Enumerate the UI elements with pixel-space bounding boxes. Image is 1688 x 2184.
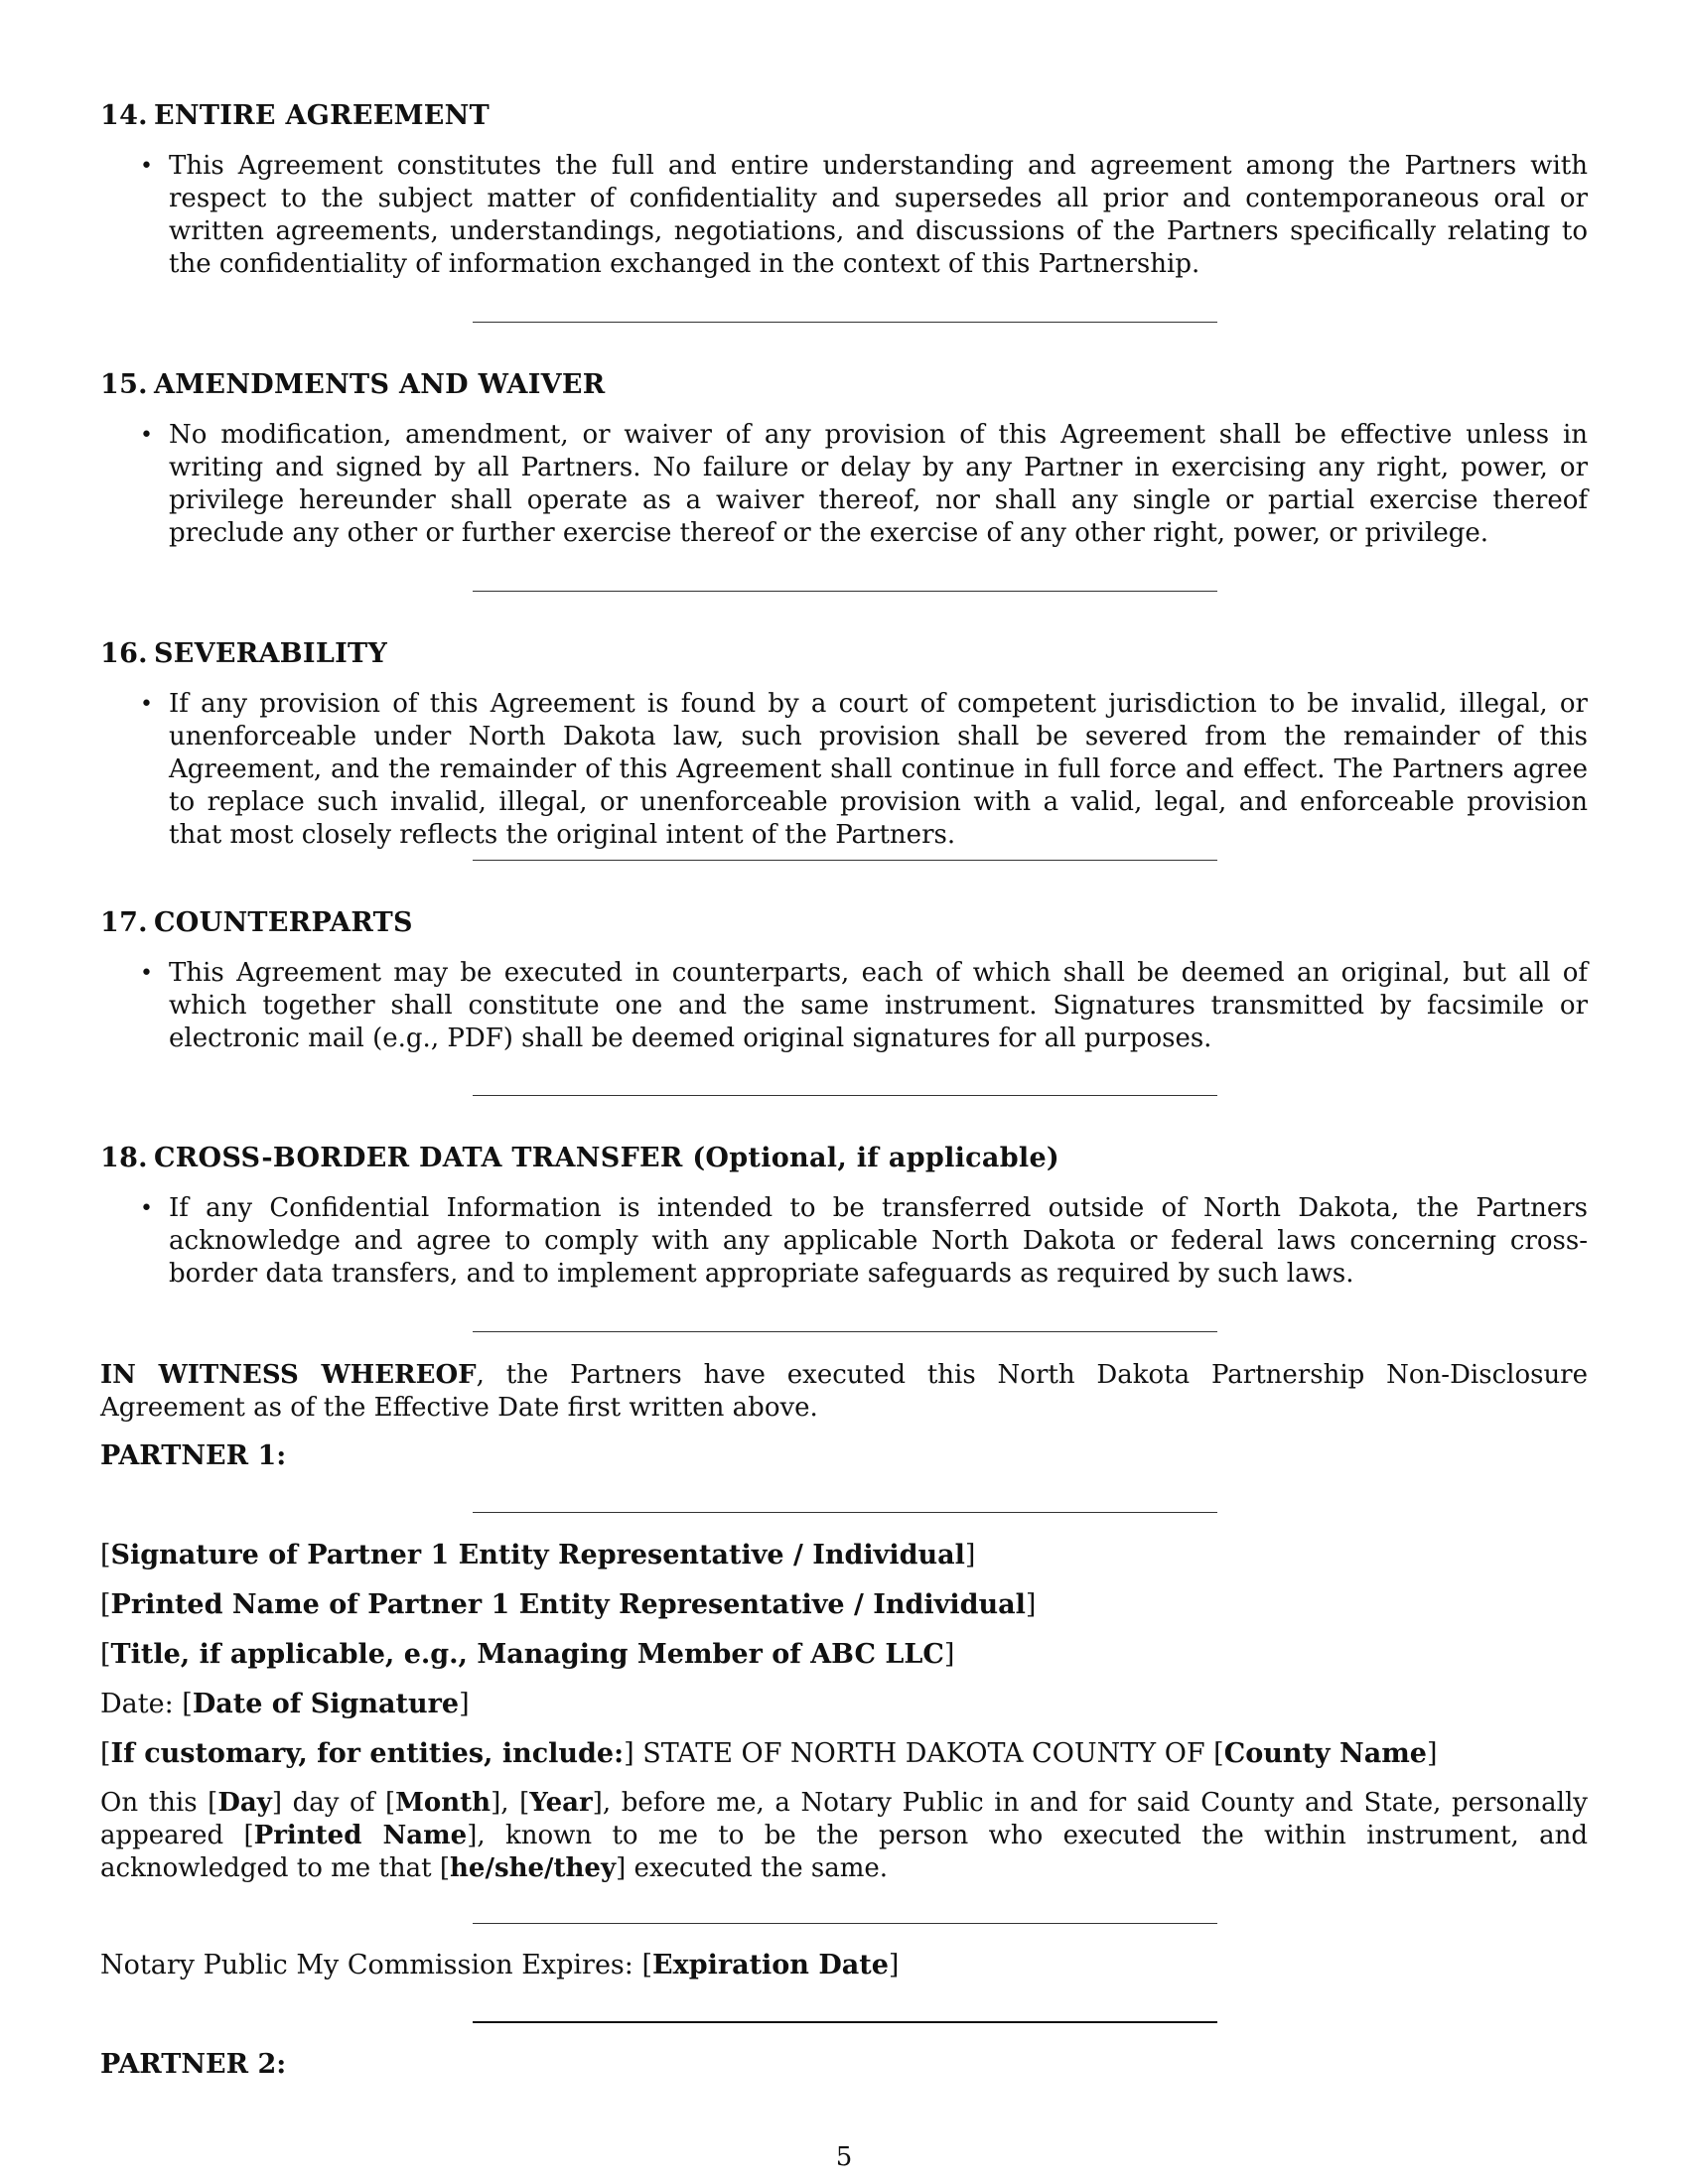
section-clause (100, 957, 1588, 1055)
divider (473, 1331, 1217, 1332)
section-title: ENTIRE AGREEMENT (154, 100, 491, 131)
bullet-icon: • (140, 154, 153, 179)
section-title: CROSS-BORDER DATA TRANSFER (Optional, if applicable) (154, 1143, 1060, 1173)
bullet-icon: • (140, 423, 153, 448)
title-placeholder: Title, if applicable, e.g., Managing Member of ABC LLC (110, 1639, 944, 1670)
section-title: SEVERABILITY (154, 638, 388, 669)
day-placeholder: Day (217, 1788, 272, 1818)
signature-line (473, 1512, 1217, 1513)
commission-expires: Notary Public My Commission Expires: [Expiration Date] (100, 1950, 900, 1980)
clause-text: This Agreement constitutes the full and entire understanding and agreement among the Partners with respect to the subject matter of confidentiality and supersedes all prior and contemporaneous oral or written agreements, understandings, negotiations, and discussions of the Partners specifically relating to the confidentiality of information exchanged in the context of this Partnership. (169, 151, 1588, 279)
notary-state-county: [If customary, for entities, include:] STATE OF NORTH DAKOTA COUNTY OF [County Name] (100, 1738, 1438, 1769)
section-number: 15. (100, 369, 148, 400)
divider (473, 1095, 1217, 1096)
section-heading (100, 906, 1588, 940)
witness-lead: IN WITNESS WHEREOF (100, 1360, 477, 1390)
section-number: 14. (100, 100, 148, 131)
section-number: 17. (100, 907, 148, 938)
section-clause (100, 419, 1588, 550)
section-number: 18. (100, 1143, 148, 1173)
notary-paragraph: On this [Day] day of [Month], [Year], before me, a Notary Public in and for said County and State, personally appeared [Printed Name], known to me to be the person who executed the within instrument, and acknowledged to me that [he/she/they] executed the same. (100, 1788, 1588, 1883)
section-clause (100, 688, 1588, 852)
witness-text: , the Partners have executed this North Dakota Partnership Non-Disclosure Agreement as of the Effective Date first written above. (100, 1360, 1589, 1423)
printed-name-placeholder: Printed Name (253, 1821, 468, 1850)
notary-text: On this (100, 1788, 209, 1818)
clause-text: This Agreement may be executed in counterparts, each of which shall be deemed an original, but all of which together shall constitute one and the same instrument. Signatures transmitted by facsimile or electronic mail (e.g., PDF) shall be deemed original signatures for all purposes. (169, 958, 1588, 1053)
signature-placeholder: Signature of Partner 1 Entity Representative / Individual (110, 1540, 965, 1570)
witness-paragraph (100, 1359, 1588, 1425)
section-heading (100, 368, 1588, 402)
partner1-label: PARTNER 1: (100, 1440, 287, 1471)
notary-text: , before me, a Notary Public in and for said County and State, personally appeared (100, 1788, 1588, 1850)
partner1-title: [Title, if applicable, e.g., Managing Member of ABC LLC] (100, 1639, 955, 1670)
expiration-placeholder: Expiration Date (652, 1950, 889, 1980)
clause-text: If any Confidential Information is intended to be transferred outside of North Dakota, the Partners acknowledge and agree to comply with any applicable North Dakota or federal laws concerning cross-border data transfers, and to implement appropriate safeguards as required by such laws. (169, 1193, 1588, 1289)
date-label: Date: (100, 1689, 183, 1719)
bullet-icon: • (140, 961, 153, 986)
year-placeholder: Year (529, 1788, 593, 1818)
section-heading (100, 637, 1588, 671)
notary-text: , known to me to be the person who executed the within instrument, and acknowledged to me that (100, 1821, 1588, 1883)
section-title: COUNTERPARTS (154, 907, 413, 938)
commission-label: Notary Public My Commission Expires: (100, 1950, 642, 1980)
section-clause (100, 1192, 1588, 1291)
section-heading (100, 1142, 1588, 1175)
section-number: 16. (100, 638, 148, 669)
divider (473, 322, 1217, 323)
pronoun-placeholder: he/she/they (450, 1853, 617, 1883)
partner1-signature: [Signature of Partner 1 Entity Representative / Individual] (100, 1540, 976, 1570)
partner2-label: PARTNER 2: (100, 2049, 287, 2080)
notary-signature-line (473, 1923, 1217, 1924)
section-clause (100, 150, 1588, 281)
printed-name-placeholder: Printed Name of Partner 1 Entity Representative / Individual (110, 1589, 1026, 1620)
bullet-icon: • (140, 1196, 153, 1221)
section-title: AMENDMENTS AND WAIVER (154, 369, 606, 400)
state-county-text: STATE OF NORTH DAKOTA COUNTY OF (633, 1738, 1214, 1769)
divider (473, 591, 1217, 592)
customary-label: If customary, for entities, include: (110, 1738, 625, 1769)
partner1-date: Date: [Date of Signature] (100, 1689, 470, 1719)
county-placeholder: County Name (1223, 1738, 1427, 1769)
bullet-icon: • (140, 692, 153, 717)
date-placeholder: Date of Signature (192, 1689, 460, 1719)
divider (473, 860, 1217, 861)
notary-text: day of (281, 1788, 385, 1818)
notary-text: , (500, 1788, 520, 1818)
clause-text: If any provision of this Agreement is found by a court of competent jurisdiction to be invalid, illegal, or unenforceable under North Dakota law, such provision shall be severed from the remainder of this Agreement, and the remainder of this Agreement shall continue in full force and effect. The Partners agree to replace such invalid, illegal, or unenforceable provision with a valid, legal, and enforceable provision that most closely reflects the original intent of the Partners. (169, 689, 1588, 850)
month-placeholder: Month (395, 1788, 492, 1818)
clause-text: No modification, amendment, or waiver of any provision of this Agreement shall be effective unless in writing and signed by all Partners. No failure or delay by any Partner in exercising any right, power, or privilege hereunder shall operate as a waiver thereof, nor shall any single or partial exercise thereof preclude any other or further exercise thereof or the exercise of any other right, power, or privilege. (169, 420, 1588, 548)
section-heading (100, 99, 1588, 133)
divider-thick (473, 2021, 1217, 2023)
page-number: 5 (835, 2142, 853, 2172)
notary-text: executed the same. (626, 1853, 888, 1883)
partner1-printed-name: [Printed Name of Partner 1 Entity Representative / Individual] (100, 1589, 1037, 1620)
